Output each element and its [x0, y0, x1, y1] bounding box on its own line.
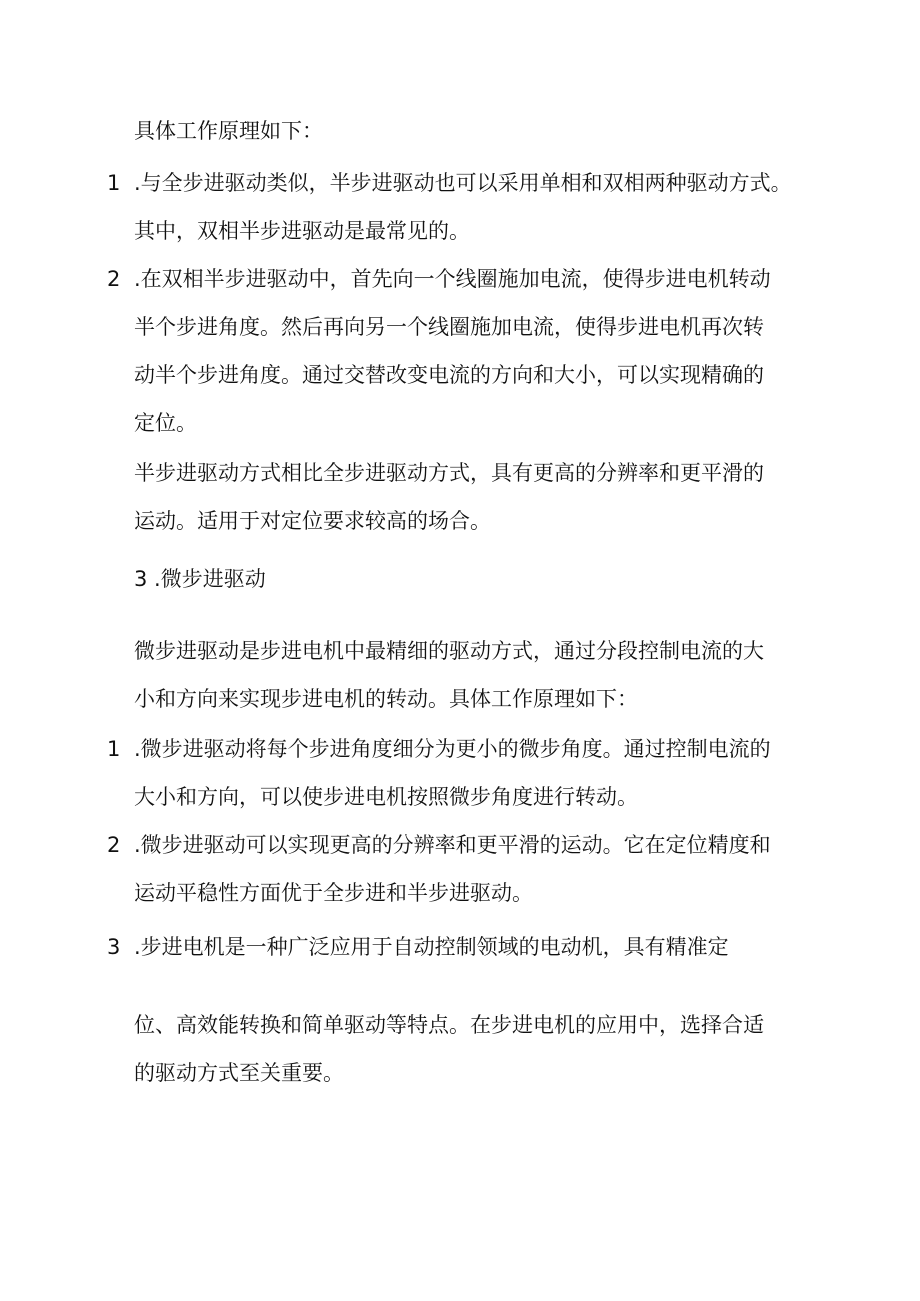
text-line: 大小和方向，可以使步进电机按照微步角度进行转动。 — [134, 785, 638, 809]
list-number: 1 — [107, 171, 121, 195]
text-line: 运动。适用于对定位要求较高的场合。 — [134, 509, 491, 533]
text-line: .步进电机是一种广泛应用于自动控制领域的电动机，具有精准定 — [134, 935, 729, 959]
list-number: 1 — [107, 737, 121, 761]
section-heading: 3 .微步进驱动 — [134, 567, 266, 591]
text-line: .在双相半步进驱动中，首先向一个线圈施加电流，使得步进电机转动 — [134, 267, 771, 291]
text-line: 动半个步进角度。通过交替改变电流的方向和大小，可以实现精确的 — [134, 363, 764, 387]
text-line: 位、高效能转换和简单驱动等特点。在步进电机的应用中，选择合适 — [134, 1013, 764, 1037]
list-number: 2 — [107, 833, 121, 857]
text-line: .微步进驱动将每个步进角度细分为更小的微步角度。通过控制电流的 — [134, 737, 771, 761]
text-line: 半步进驱动方式相比全步进驱动方式，具有更高的分辨率和更平滑的 — [134, 461, 764, 485]
text-line: 小和方向来实现步进电机的转动。具体工作原理如下： — [134, 687, 638, 711]
text-line: 微步进驱动是步进电机中最精细的驱动方式，通过分段控制电流的大 — [134, 639, 764, 663]
text-line: 其中，双相半步进驱动是最常见的。 — [134, 219, 470, 243]
text-line: 定位。 — [134, 411, 197, 435]
text-line: .与全步进驱动类似，半步进驱动也可以采用单相和双相两种驱动方式。 — [134, 171, 792, 195]
text-line: 运动平稳性方面优于全步进和半步进驱动。 — [134, 881, 533, 905]
text-line: 半个步进角度。然后再向另一个线圈施加电流，使得步进电机再次转 — [134, 315, 764, 339]
text-line: 的驱动方式至关重要。 — [134, 1061, 344, 1085]
text-line: .微步进驱动可以实现更高的分辨率和更平滑的运动。它在定位精度和 — [134, 833, 771, 857]
list-number: 2 — [107, 267, 121, 291]
text-line: 具体工作原理如下： — [134, 119, 323, 143]
list-number: 3 — [107, 935, 121, 959]
